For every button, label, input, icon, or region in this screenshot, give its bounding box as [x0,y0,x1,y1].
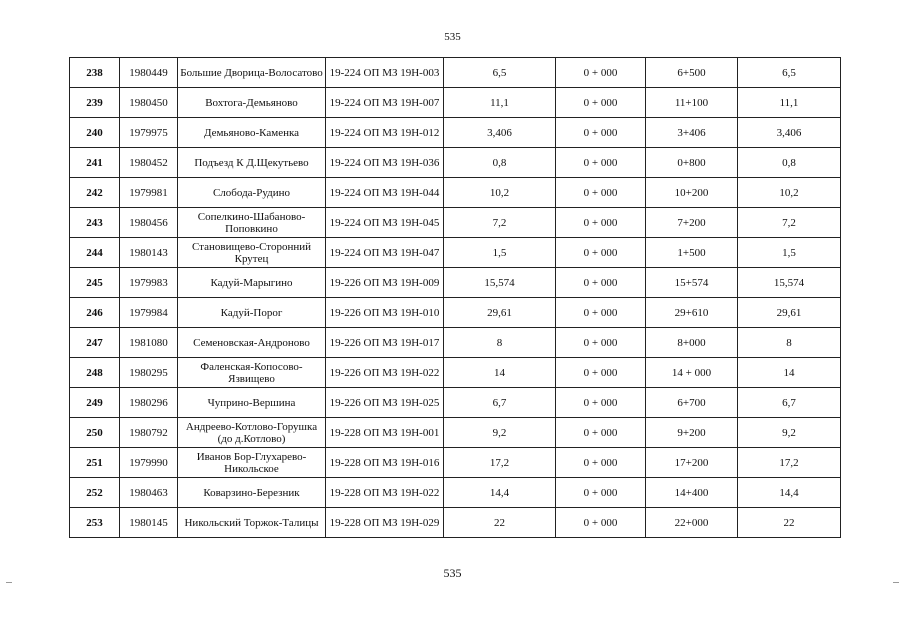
road-name-cell: Большие Дворица-Волосатово [178,58,326,88]
road-id-cell: 1980452 [120,148,178,178]
row-number-cell: 240 [70,118,120,148]
table-row [70,238,841,268]
table-row [70,508,841,538]
road-name-cell: Коварзино-Березник [178,478,326,508]
table-row [70,268,841,298]
row-number-cell: 247 [70,328,120,358]
road-code-cell: 19-224 ОП МЗ 19Н-047 [326,238,444,268]
table-row [70,418,841,448]
road-total-cell: 15,574 [738,268,841,298]
road-start-cell: 0 + 000 [556,508,646,538]
road-name-cell: Андреево-Котлово-Горушка (до д.Котлово) [178,418,326,448]
roads-table-body [70,58,841,538]
road-id-cell: 1980143 [120,238,178,268]
road-start-cell: 0 + 000 [556,238,646,268]
road-name-cell: Семеновская-Андроново [178,328,326,358]
road-name-cell: Чуприно-Вершина [178,388,326,418]
scan-edge-mark-left [6,582,12,583]
road-end-cell: 14 + 000 [646,358,738,388]
road-id-cell: 1980296 [120,388,178,418]
road-end-cell: 11+100 [646,88,738,118]
road-start-cell: 0 + 000 [556,88,646,118]
road-total-cell: 10,2 [738,178,841,208]
road-end-cell: 6+500 [646,58,738,88]
road-length-cell: 1,5 [444,238,556,268]
row-number-cell: 243 [70,208,120,238]
road-start-cell: 0 + 000 [556,118,646,148]
road-length-cell: 29,61 [444,298,556,328]
page-number-top: 535 [444,31,461,43]
row-number-cell: 241 [70,148,120,178]
road-start-cell: 0 + 000 [556,298,646,328]
road-name-cell: Становищево-Сторонний Крутец [178,238,326,268]
road-end-cell: 10+200 [646,178,738,208]
road-code-cell: 19-224 ОП МЗ 19Н-012 [326,118,444,148]
road-code-cell: 19-226 ОП МЗ 19Н-022 [326,358,444,388]
road-id-cell: 1981080 [120,328,178,358]
road-length-cell: 0,8 [444,148,556,178]
road-length-cell: 6,5 [444,58,556,88]
road-code-cell: 19-228 ОП МЗ 19Н-016 [326,448,444,478]
table-row [70,208,841,238]
table-row [70,88,841,118]
road-length-cell: 7,2 [444,208,556,238]
road-length-cell: 11,1 [444,88,556,118]
road-length-cell: 15,574 [444,268,556,298]
scan-edge-mark-right [893,582,899,583]
table-row [70,148,841,178]
road-end-cell: 22+000 [646,508,738,538]
road-total-cell: 22 [738,508,841,538]
row-number-cell: 249 [70,388,120,418]
road-id-cell: 1980449 [120,58,178,88]
road-name-cell: Фаленская-Копосово-Язвищево [178,358,326,388]
road-code-cell: 19-228 ОП МЗ 19Н-022 [326,478,444,508]
road-length-cell: 14 [444,358,556,388]
road-name-cell: Сопелкино-Шабаново-Поповкино [178,208,326,238]
road-start-cell: 0 + 000 [556,418,646,448]
road-end-cell: 6+700 [646,388,738,418]
row-number-cell: 244 [70,238,120,268]
row-number-cell: 248 [70,358,120,388]
road-total-cell: 9,2 [738,418,841,448]
road-code-cell: 19-224 ОП МЗ 19Н-036 [326,148,444,178]
road-start-cell: 0 + 000 [556,388,646,418]
road-end-cell: 3+406 [646,118,738,148]
road-id-cell: 1980792 [120,418,178,448]
road-id-cell: 1979990 [120,448,178,478]
road-code-cell: 19-224 ОП МЗ 19Н-007 [326,88,444,118]
road-end-cell: 29+610 [646,298,738,328]
road-total-cell: 14 [738,358,841,388]
row-number-cell: 251 [70,448,120,478]
table-row [70,448,841,478]
road-id-cell: 1980450 [120,88,178,118]
road-start-cell: 0 + 000 [556,148,646,178]
road-length-cell: 8 [444,328,556,358]
road-end-cell: 17+200 [646,448,738,478]
road-start-cell: 0 + 000 [556,208,646,238]
road-end-cell: 7+200 [646,208,738,238]
road-name-cell: Никольский Торжок-Талицы [178,508,326,538]
road-total-cell: 29,61 [738,298,841,328]
road-length-cell: 3,406 [444,118,556,148]
road-start-cell: 0 + 000 [556,448,646,478]
table-row [70,328,841,358]
table-row [70,298,841,328]
road-id-cell: 1979984 [120,298,178,328]
road-length-cell: 22 [444,508,556,538]
road-name-cell: Кадуй-Порог [178,298,326,328]
road-code-cell: 19-224 ОП МЗ 19Н-045 [326,208,444,238]
road-id-cell: 1979983 [120,268,178,298]
road-name-cell: Вохтога-Демьяново [178,88,326,118]
road-code-cell: 19-226 ОП МЗ 19Н-009 [326,268,444,298]
road-name-cell: Кадуй-Марыгино [178,268,326,298]
row-number-cell: 252 [70,478,120,508]
road-code-cell: 19-226 ОП МЗ 19Н-025 [326,388,444,418]
row-number-cell: 246 [70,298,120,328]
table-row [70,178,841,208]
road-end-cell: 9+200 [646,418,738,448]
road-id-cell: 1979975 [120,118,178,148]
row-number-cell: 239 [70,88,120,118]
road-id-cell: 1980463 [120,478,178,508]
road-start-cell: 0 + 000 [556,58,646,88]
road-code-cell: 19-224 ОП МЗ 19Н-003 [326,58,444,88]
road-total-cell: 6,5 [738,58,841,88]
table-row [70,388,841,418]
row-number-cell: 242 [70,178,120,208]
road-total-cell: 0,8 [738,148,841,178]
road-total-cell: 1,5 [738,238,841,268]
road-end-cell: 8+000 [646,328,738,358]
road-total-cell: 11,1 [738,88,841,118]
row-number-cell: 253 [70,508,120,538]
road-code-cell: 19-226 ОП МЗ 19Н-017 [326,328,444,358]
roads-table [69,57,841,538]
table-row [70,58,841,88]
road-end-cell: 1+500 [646,238,738,268]
road-id-cell: 1980295 [120,358,178,388]
road-start-cell: 0 + 000 [556,328,646,358]
road-start-cell: 0 + 000 [556,358,646,388]
road-total-cell: 3,406 [738,118,841,148]
road-name-cell: Слобода-Рудино [178,178,326,208]
road-end-cell: 0+800 [646,148,738,178]
road-end-cell: 15+574 [646,268,738,298]
road-total-cell: 6,7 [738,388,841,418]
road-total-cell: 7,2 [738,208,841,238]
road-code-cell: 19-228 ОП МЗ 19Н-029 [326,508,444,538]
road-id-cell: 1979981 [120,178,178,208]
road-length-cell: 6,7 [444,388,556,418]
road-total-cell: 17,2 [738,448,841,478]
road-length-cell: 14,4 [444,478,556,508]
table-row [70,478,841,508]
road-code-cell: 19-228 ОП МЗ 19Н-001 [326,418,444,448]
road-total-cell: 8 [738,328,841,358]
road-start-cell: 0 + 000 [556,178,646,208]
road-id-cell: 1980145 [120,508,178,538]
road-total-cell: 14,4 [738,478,841,508]
road-code-cell: 19-226 ОП МЗ 19Н-010 [326,298,444,328]
road-name-cell: Подъезд К Д.Щекутьево [178,148,326,178]
road-start-cell: 0 + 000 [556,268,646,298]
road-code-cell: 19-224 ОП МЗ 19Н-044 [326,178,444,208]
road-length-cell: 10,2 [444,178,556,208]
road-start-cell: 0 + 000 [556,478,646,508]
table-row [70,358,841,388]
road-id-cell: 1980456 [120,208,178,238]
page-number-bottom: 535 [443,566,462,580]
road-length-cell: 9,2 [444,418,556,448]
row-number-cell: 250 [70,418,120,448]
road-name-cell: Иванов Бор-Глухарево-Никольское [178,448,326,478]
row-number-cell: 238 [70,58,120,88]
road-length-cell: 17,2 [444,448,556,478]
table-row [70,118,841,148]
road-name-cell: Демьяново-Каменка [178,118,326,148]
row-number-cell: 245 [70,268,120,298]
road-end-cell: 14+400 [646,478,738,508]
